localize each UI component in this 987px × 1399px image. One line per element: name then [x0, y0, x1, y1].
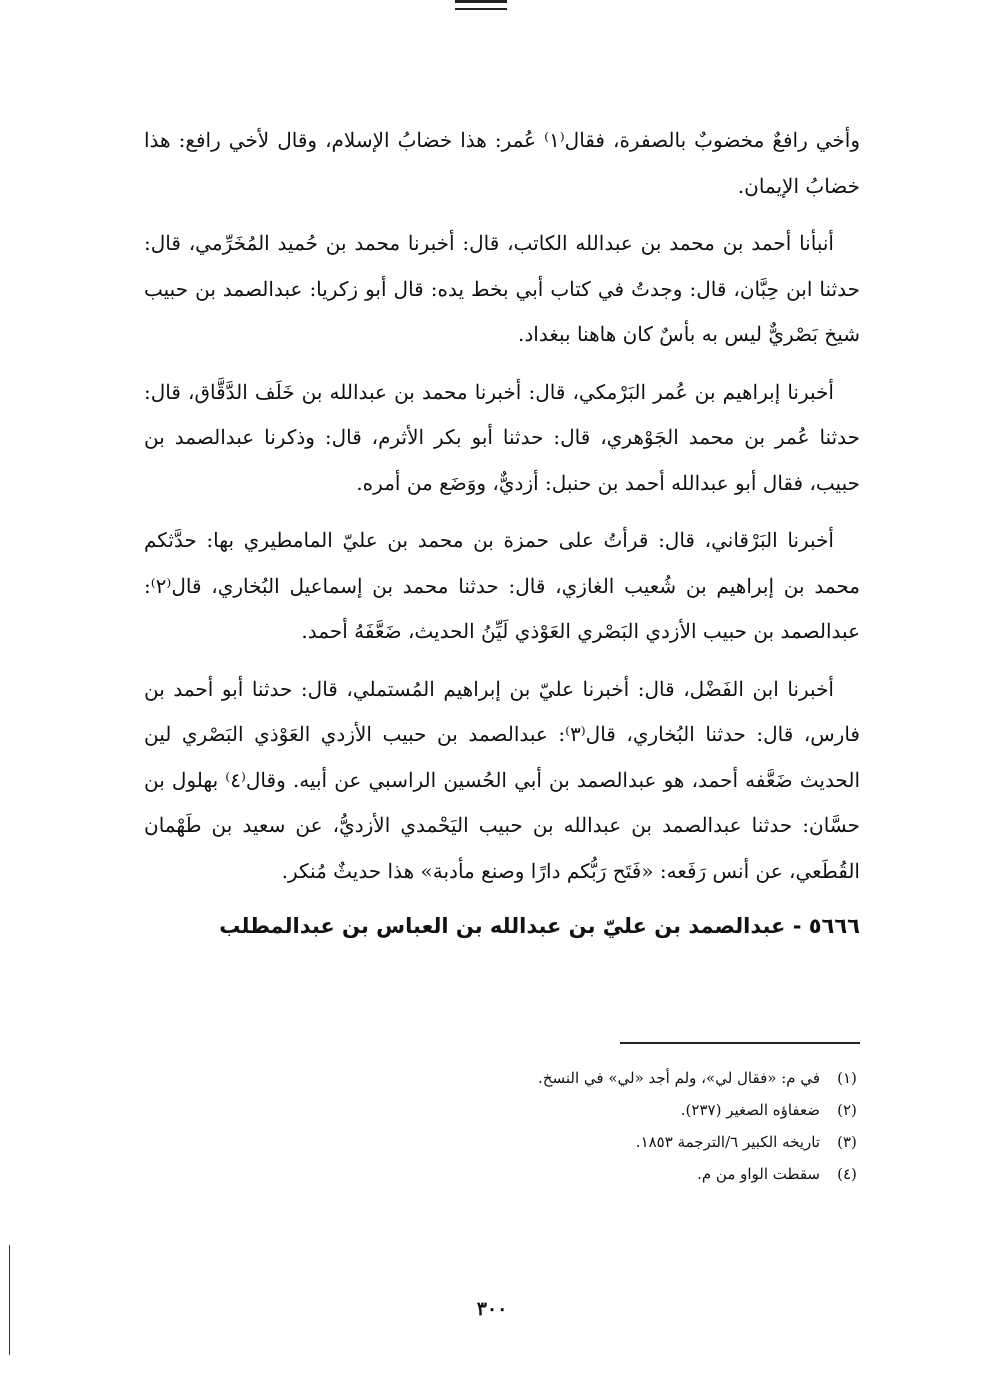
- top-edge-mark: [455, 0, 507, 10]
- paragraph-2: أنبأنا أحمد بن محمد بن عبدالله الكاتب، قال: أخبرنا محمد بن حُميد المُخَرِّمي، قال: حدثنا ابن حِبَّان، قال: وجدتُ في كتاب أبي بخط يده: قال أبو زكريا: عبدالصمد بن حبيب شيخ بَصْريٌّ ليس به بأسٌ كان هاهنا ببغداد.: [144, 231, 860, 346]
- footnote-number: (٣): [837, 1133, 857, 1151]
- paragraph-4: أخبرنا البَرْقاني، قال: قرأتُ على حمزة بن محمد بن عليّ المامطيري بها: حدَّثكم محمد بن إبراهيم بن شُعيب الغازي، قال: حدثنا محمد بن إسماعيل البُخاري، قال⁽٢⁾: عبدالصمد بن حبيب الأزدي البَصْري العَوْذي لَيِّنُ الحديث، ضَعَّفَهُ أحمد.: [144, 528, 860, 643]
- footnote-text: في م: «فقال لي»، ولم أجد «لي» في النسخ.: [538, 1069, 820, 1087]
- paragraph-1: وأخي رافعٌ مخضوبٌ بالصفرة، فقال⁽١⁾ عُمر: هذا خضابُ الإسلام، وقال لأخي رافع: هذا خضابُ الإيمان.: [144, 128, 860, 198]
- footnote-3: [300, 1126, 860, 1158]
- footnote-text: تاريخه الكبير ٦/الترجمة ١٨٥٣.: [635, 1133, 820, 1151]
- footnote-text: سقطت الواو من م.: [697, 1165, 820, 1183]
- paragraph-3: أخبرنا إبراهيم بن عُمر البَرْمكي، قال: أخبرنا محمد بن عبدالله بن خَلَف الدَّقَّاق، قال: حدثنا عُمر بن محمد الجَوْهري، قال: حدثنا أبو بكر الأثرم، قال: وذكرنا عبدالصمد بن حبيب، فقال أبو عبدالله أحمد بن حنبل: أزديٌّ، ووَضَع من أمره.: [144, 379, 860, 495]
- footnote-text: ضعفاؤه الصغير (٢٣٧).: [680, 1101, 820, 1119]
- footnote-number: (٤): [837, 1165, 857, 1183]
- main-text: [144, 118, 860, 946]
- paragraph-5: أخبرنا ابن الفَضْل، قال: أخبرنا عليّ بن إبراهيم المُستملي، قال: حدثنا أبو أحمد بن فارس، قال: حدثنا البُخاري، قال⁽٣⁾: عبدالصمد بن حبيب الأزدي العَوْذي البَصْري لين الحديث ضَعَّفه أحمد، هو عبدالصمد بن أبي الحُسين الراسبي عن أبيه. وقال⁽٤⁾ بهلول بن حسَّان: حدثنا عبدالصمد بن عبدالله بن حبيب اليَحْمدي الأزديُّ، عن سعيد بن طَهْمان القُطَعي، عن أنس رَفَعه: «فَتَح رَبُّكم دارًا وصنع مأدبة» هذا حديثٌ مُنكر.: [144, 676, 860, 883]
- footnote-number: (٢): [837, 1101, 857, 1119]
- footnotes: [300, 1062, 860, 1190]
- footnote-number: (١): [837, 1069, 857, 1087]
- footnote-1: [300, 1062, 860, 1094]
- footnote-separator: [620, 1042, 860, 1044]
- entry-heading: ٥٦٦٦ - عبدالصمد بن عليّ بن عبدالله بن العباس بن عبدالمطلب: [219, 914, 860, 938]
- footnote-4: [300, 1158, 860, 1190]
- footnote-2: [300, 1094, 860, 1126]
- page-number: ٣٠٠: [476, 1298, 508, 1320]
- margin-scan-line: [9, 1245, 10, 1355]
